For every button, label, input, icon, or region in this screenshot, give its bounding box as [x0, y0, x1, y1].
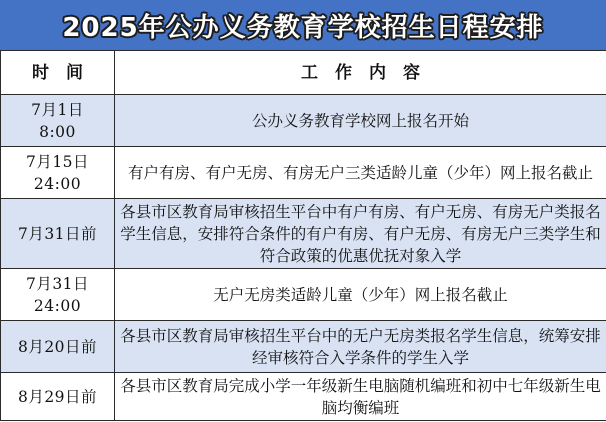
time-date: 7月31日: [25, 274, 90, 293]
time-clock: 8:00: [39, 122, 76, 141]
time-date: 7月15日: [25, 152, 90, 171]
time-date: 8月29日前: [17, 387, 98, 406]
time-date: 7月1日: [31, 100, 84, 119]
page-title: 2025年公办义务教育学校招生日程安排: [62, 12, 544, 43]
content-cell: 有户有房、有户无房、有房无户三类适龄儿童（少年）网上报名截止: [115, 147, 606, 199]
content-cell: 各县市区教育局审核招生平台中有户有房、有户无房、有房无户类报名学生信息，安排符合条件的有户有房、有户无房、有房无户三类学生和符合政策的优惠优抚对象入学: [115, 199, 606, 269]
time-clock: 24:00: [33, 174, 82, 193]
content-cell: 各县市区教育局完成小学一年级新生电脑随机编班和初中七年级新生电脑均衡编班: [115, 373, 606, 421]
schedule-table: [0, 50, 606, 421]
time-cell: [1, 147, 115, 199]
table-row: [1, 373, 606, 421]
time-cell: [1, 199, 115, 269]
time-clock: 24:00: [33, 296, 82, 315]
table-header-row: [1, 51, 606, 95]
time-date: 7月31日前: [17, 224, 98, 243]
table-row: [1, 321, 606, 373]
time-cell: [1, 95, 115, 147]
table-row: [1, 199, 606, 269]
content-cell: 各县市区教育局审核招生平台中的无户无房类报名学生信息，统筹安排经审核符合入学条件的学生入学: [115, 321, 606, 373]
time-cell: [1, 373, 115, 421]
time-date: 8月20日前: [17, 337, 98, 356]
header-time: 时 间: [1, 51, 115, 95]
title-banner: [0, 0, 606, 51]
content-cell: 公办义务教育学校网上报名开始: [115, 95, 606, 147]
content-cell: 无户无房类适龄儿童（少年）网上报名截止: [115, 269, 606, 321]
time-cell: [1, 269, 115, 321]
table-row: [1, 147, 606, 199]
table-row: [1, 269, 606, 321]
table-row: [1, 95, 606, 147]
time-cell: [1, 321, 115, 373]
header-content: 工 作 内 容: [115, 51, 606, 95]
